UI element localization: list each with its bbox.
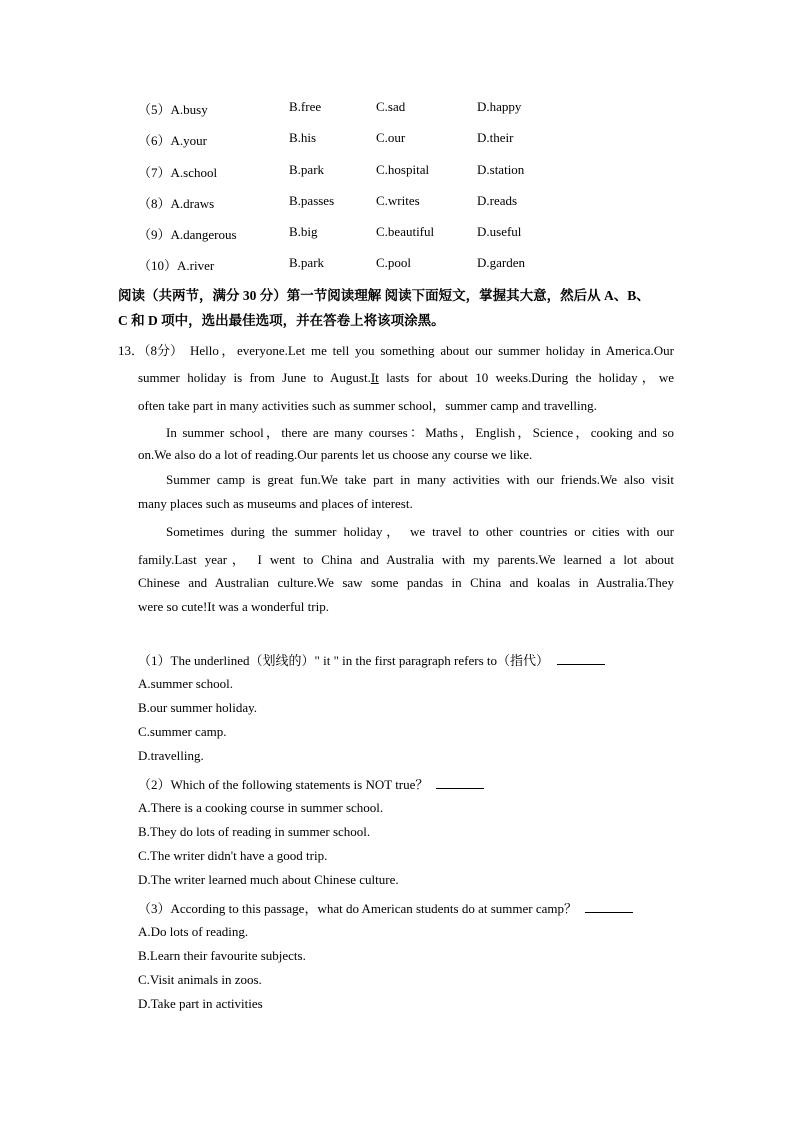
choice-a: A.Do lots of reading. bbox=[138, 924, 249, 939]
answer-blank[interactable] bbox=[557, 653, 605, 665]
option-b: B.free bbox=[289, 99, 322, 114]
passage-line: many places such as museums and places of interest. bbox=[138, 496, 413, 511]
choice-c: C.The writer didn't have a good trip. bbox=[138, 848, 328, 863]
option-a: （9）A.dangerous bbox=[138, 227, 237, 242]
passage-line: on.We also do a lot of reading.Our parents let us choose any course we like. bbox=[138, 447, 533, 462]
option-a: （7）A.school bbox=[138, 165, 218, 180]
choice-d: D.Take part in activities bbox=[138, 996, 263, 1011]
option-c: C.beautiful bbox=[376, 224, 435, 239]
choice-a: A.There is a cooking course in summer school. bbox=[138, 800, 384, 815]
question-number: 13．（8分） bbox=[118, 343, 184, 358]
option-c: C.pool bbox=[376, 255, 412, 270]
option-a: （6）A.your bbox=[138, 133, 207, 148]
option-d: D.happy bbox=[477, 99, 522, 114]
option-c: C.hospital bbox=[376, 162, 430, 177]
choice-c: C.summer camp. bbox=[138, 724, 227, 739]
question-text: （3）According to this passage，what do American students do at summer camp？ bbox=[138, 901, 578, 916]
question-2-stem bbox=[138, 774, 484, 793]
option-b: B.park bbox=[289, 255, 325, 270]
passage-line: In summer school，there are many courses：Maths，English，Science，cooking and so bbox=[166, 425, 674, 440]
passage-line: were so cute!It was a wonderful trip. bbox=[138, 599, 329, 614]
passage-line: Summer camp is great fun.We take part in many activities with our friends.We also visit bbox=[166, 472, 674, 487]
option-b: B.passes bbox=[289, 193, 335, 208]
option-c: C.our bbox=[376, 130, 406, 145]
option-b: B.his bbox=[289, 130, 317, 145]
question-text: （2）Which of the following statements is NOT true？ bbox=[138, 777, 429, 792]
choice-b: B.our summer holiday. bbox=[138, 700, 258, 715]
answer-blank[interactable] bbox=[585, 901, 633, 913]
question-text: （1）The underlined（划线的）" it " in the first paragraph refers to（指代） bbox=[138, 653, 549, 668]
option-c: C.sad bbox=[376, 99, 406, 114]
section-heading bbox=[118, 283, 678, 333]
passage-line: Sometimes during the summer holiday， we travel to other countries or cities with our bbox=[166, 524, 674, 539]
option-d: D.station bbox=[477, 162, 525, 177]
question-3-stem bbox=[138, 898, 633, 917]
choice-d: D.The writer learned much about Chinese culture. bbox=[138, 872, 399, 887]
option-a: （10）A.river bbox=[138, 258, 215, 273]
passage-text: lasts for about 10 weeks.During the holiday，we bbox=[378, 370, 674, 385]
option-b: B.big bbox=[289, 224, 318, 239]
choice-b: B.They do lots of reading in summer school. bbox=[138, 824, 371, 839]
choice-b: B.Learn their favourite subjects. bbox=[138, 948, 306, 963]
option-d: D.reads bbox=[477, 193, 518, 208]
passage-line: Hello，everyone.Let me tell you something about our summer holiday in America.Our bbox=[190, 343, 674, 358]
passage-line: family.Last year， I went to China and Australia with my parents.We learned a lot about bbox=[138, 552, 674, 567]
choice-a: A.summer school. bbox=[138, 676, 233, 691]
option-d: D.their bbox=[477, 130, 514, 145]
choice-c: C.Visit animals in zoos. bbox=[138, 972, 262, 987]
choice-d: D.travelling. bbox=[138, 748, 204, 763]
option-b: B.park bbox=[289, 162, 325, 177]
passage-line: often take part in many activities such as summer school，summer camp and travelling. bbox=[138, 398, 597, 413]
section-heading-line-2: C 和 D 项中，选出最佳选项，并在答卷上将该项涂黑。 bbox=[118, 313, 445, 328]
question-1-stem bbox=[138, 650, 605, 669]
underlined-it: It bbox=[370, 370, 379, 385]
passage-line bbox=[138, 367, 674, 386]
passage-text: summer holiday is from June to August. bbox=[138, 370, 371, 385]
option-d: D.garden bbox=[477, 255, 526, 270]
option-a: （5）A.busy bbox=[138, 102, 208, 117]
answer-blank[interactable] bbox=[436, 777, 484, 789]
section-heading-line-1: 阅读（共两节，满分 30 分）第一节阅读理解 阅读下面短文，掌握其大意，然后从 A、B、 bbox=[118, 288, 650, 303]
passage-line: Chinese and Australian culture.We saw some pandas in China and koalas in Australia.They bbox=[138, 575, 674, 590]
option-a: （8）A.draws bbox=[138, 196, 215, 211]
option-c: C.writes bbox=[376, 193, 420, 208]
option-d: D.useful bbox=[477, 224, 522, 239]
